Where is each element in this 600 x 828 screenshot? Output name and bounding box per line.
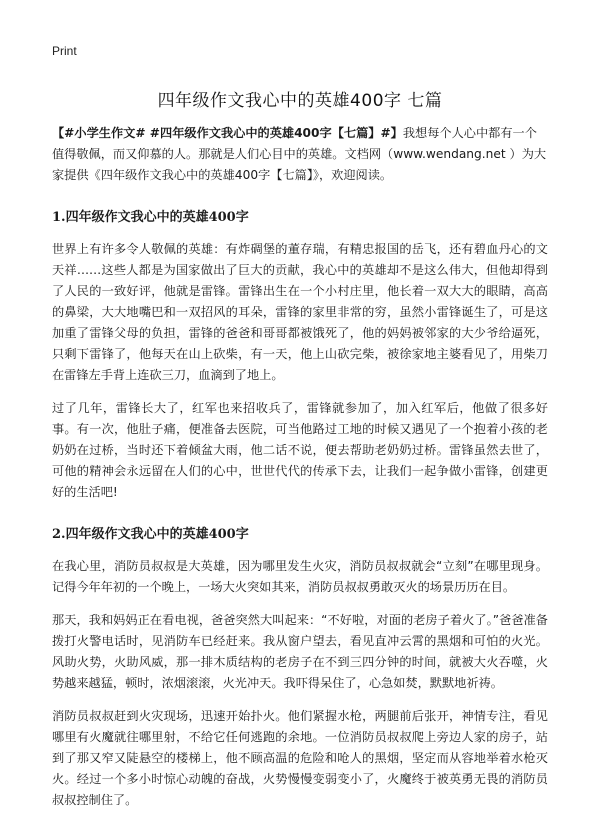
section-2-paragraph-2: 那天，我和妈妈正在看电视，爸爸突然大叫起来：“不好啦，对面的老房子着火了。”爸爸准备拨打火警电话时，见消防车已经赶来。我从窗户望去，看见直冲云霄的黑烟和可怕的火光。风助火势，火助风威，那一排木质结构的老房子在不到三四分钟的时间，就被大火吞噬，火势越来越猛，顿时，浓烟滚滚，火光冲天。我吓得呆住了，心急如焚，默默地祈祷。: [52, 613, 548, 690]
section-2-paragraph-1: 在我心里，消防员叔叔是大英雄，因为哪里发生火灾，消防员叔叔就会“立刻”在哪里现身。记得今年年初的一个晚上，一场大火突如其来，消防员叔叔勇敢灭火的场景历历在目。: [52, 559, 548, 594]
intro-text: 我想每个人心中都有一个值得敬佩，而又仰慕的人。那就是人们心目中的英雄。文档网（www.wendang.net ）为大家提供《四年级作文我心中的英雄400字【七篇】》，欢迎阅读。: [52, 126, 547, 182]
section-1-paragraph-1: 世界上有许多令人敬佩的英雄：有炸碉堡的董存瑞，有精忠报国的岳飞，还有碧血丹心的文天祥……这些人都是为国家做出了巨大的贡献，我心中的英雄却不是这么伟大，但他却得到了人民的一致好评，他就是雷锋。雷锋出生在一个小村庄里，他长着一双大大的眼睛，高高的鼻梁，大大地嘴巴和一双招风的耳朵，雷锋的家里非常的穷，虽然小雷锋诞生了，可是这加重了雷锋父母的负担，雷锋的爸爸和哥哥都被饿死了，他的妈妈被邻家的大少爷给逼死，只剩下雷锋了，他每天在山上砍柴，有一天，他上山砍完柴，被徐家地主婆看见了，用柴刀在雷锋左手背上连砍三刀，血滴到了地上。: [52, 242, 548, 382]
document-title: 四年级作文我心中的英雄400字 七篇: [157, 91, 443, 111]
section-1-heading: 1.四年级作文我心中的英雄400字: [52, 210, 249, 225]
intro-paragraph: [52, 123, 548, 186]
intro-tags: 【#小学生作文# #四年级作文我心中的英雄400字【七篇】#】: [52, 126, 403, 140]
print-label: Print: [52, 44, 77, 58]
section-2-paragraph-3: 消防员叔叔赶到火灾现场，迅速开始扑火。他们紧握水枪，两腿前后张开，神情专注，看见哪里有火魔就往哪里射，不给它任何逃跑的余地。一位消防员叔叔爬上旁边人家的房子，站到了那又窄又陡悬空的楼梯上，他不顾高温的危险和呛人的黑烟，坚定而从容地举着水枪灭火。经过一个多小时惊心动魄的奋战，火势慢慢变弱变小了，火魔终于被英勇无畏的消防员叔叔控制住了。: [52, 709, 548, 807]
section-2-heading: 2.四年级作文我心中的英雄400字: [52, 527, 249, 542]
section-1-paragraph-2: 过了几年，雷锋长大了，红军也来招收兵了，雷锋就参加了，加入红军后，他做了很多好事。有一次，他肚子痛，便准备去医院，可当他路过工地的时候又遇见了一个抱着小孩的老奶奶在过桥，当时还下着倾盆大雨，他二话不说，便去帮助老奶奶过桥。雷锋虽然去世了，可他的精神会永远留在人们的心中，世世代代的传承下去，让我们一起争做小雷锋，创建更好的生活吧!: [52, 401, 548, 499]
